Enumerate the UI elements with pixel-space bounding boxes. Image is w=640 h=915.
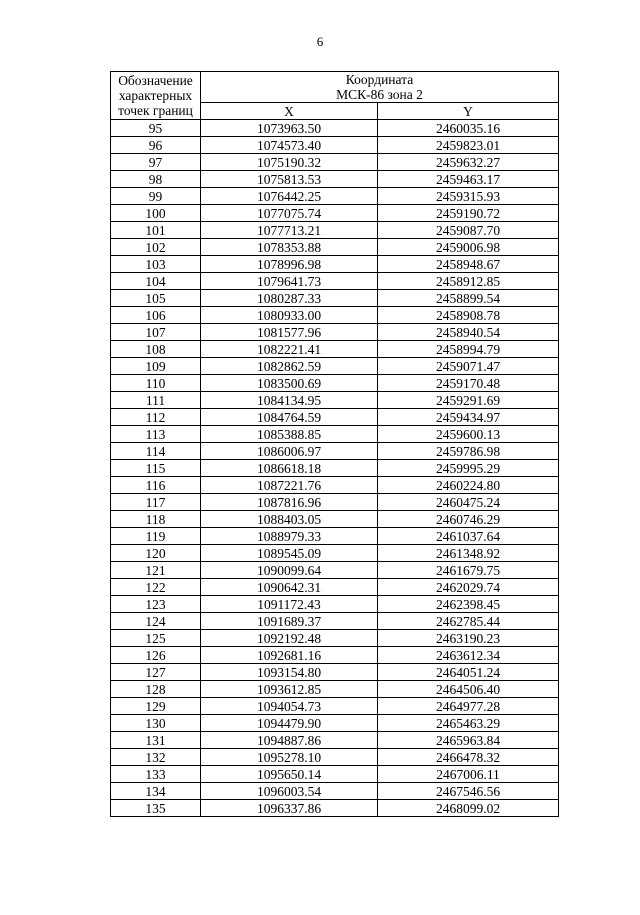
y-coordinate-cell: 2458912.85	[378, 273, 559, 290]
table-row	[111, 120, 559, 137]
point-number-cell: 122	[111, 579, 201, 596]
y-coordinate-cell: 2458994.79	[378, 341, 559, 358]
x-coordinate-cell: 1092192.48	[201, 630, 378, 647]
x-coordinate-cell: 1086618.18	[201, 460, 378, 477]
table-body	[111, 120, 559, 817]
header-label-line: Обозначение	[118, 73, 193, 88]
y-coordinate-cell: 2460746.29	[378, 511, 559, 528]
point-number-cell: 109	[111, 358, 201, 375]
y-coordinate-cell: 2464506.40	[378, 681, 559, 698]
x-coordinate-cell: 1086006.97	[201, 443, 378, 460]
y-coordinate-cell: 2459463.17	[378, 171, 559, 188]
point-number-cell: 108	[111, 341, 201, 358]
table-row	[111, 562, 559, 579]
x-coordinate-cell: 1087221.76	[201, 477, 378, 494]
y-coordinate-cell: 2461037.64	[378, 528, 559, 545]
y-coordinate-cell: 2466478.32	[378, 749, 559, 766]
table-row	[111, 256, 559, 273]
table-row	[111, 375, 559, 392]
y-coordinate-cell: 2459632.27	[378, 154, 559, 171]
x-coordinate-cell: 1081577.96	[201, 324, 378, 341]
y-coordinate-cell: 2458899.54	[378, 290, 559, 307]
table-row	[111, 494, 559, 511]
x-coordinate-cell: 1092681.16	[201, 647, 378, 664]
table-row	[111, 613, 559, 630]
table-row	[111, 681, 559, 698]
page-number: 6	[316, 34, 324, 49]
x-coordinate-cell: 1094887.86	[201, 732, 378, 749]
y-coordinate-cell: 2461679.75	[378, 562, 559, 579]
point-number-cell: 118	[111, 511, 201, 528]
x-coordinate-cell: 1093154.80	[201, 664, 378, 681]
y-coordinate-cell: 2459315.93	[378, 188, 559, 205]
point-number-cell: 124	[111, 613, 201, 630]
x-coordinate-cell: 1094479.90	[201, 715, 378, 732]
x-coordinate-cell: 1094054.73	[201, 698, 378, 715]
table-row	[111, 341, 559, 358]
x-coordinate-cell: 1080287.33	[201, 290, 378, 307]
x-coordinate-cell: 1082221.41	[201, 341, 378, 358]
x-coordinate-cell: 1090642.31	[201, 579, 378, 596]
y-coordinate-cell: 2460035.16	[378, 120, 559, 137]
x-coordinate-cell: 1077713.21	[201, 222, 378, 239]
point-number-cell: 128	[111, 681, 201, 698]
y-coordinate-cell: 2458908.78	[378, 307, 559, 324]
point-number-cell: 110	[111, 375, 201, 392]
x-coordinate-cell: 1091172.43	[201, 596, 378, 613]
point-number-cell: 114	[111, 443, 201, 460]
point-number-cell: 117	[111, 494, 201, 511]
x-coordinate-cell: 1095278.10	[201, 749, 378, 766]
table-header-row	[111, 72, 559, 103]
point-number-cell: 130	[111, 715, 201, 732]
table-row	[111, 205, 559, 222]
y-coordinate-cell: 2458948.67	[378, 256, 559, 273]
coordinate-system-header	[201, 72, 559, 103]
point-number-cell: 132	[111, 749, 201, 766]
y-coordinate-cell: 2459087.70	[378, 222, 559, 239]
table-row	[111, 239, 559, 256]
point-number-cell: 126	[111, 647, 201, 664]
y-coordinate-cell: 2464051.24	[378, 664, 559, 681]
point-number-cell: 95	[111, 120, 201, 137]
table-row	[111, 307, 559, 324]
y-coordinate-cell: 2468099.02	[378, 800, 559, 817]
table-row	[111, 732, 559, 749]
y-coordinate-cell: 2459995.29	[378, 460, 559, 477]
point-number-cell: 135	[111, 800, 201, 817]
x-coordinate-cell: 1080933.00	[201, 307, 378, 324]
point-number-cell: 105	[111, 290, 201, 307]
table-row	[111, 290, 559, 307]
y-coordinate-cell: 2459190.72	[378, 205, 559, 222]
point-number-cell: 127	[111, 664, 201, 681]
point-number-cell: 121	[111, 562, 201, 579]
x-coordinate-cell: 1084134.95	[201, 392, 378, 409]
table-row	[111, 171, 559, 188]
table-row	[111, 783, 559, 800]
table-row	[111, 766, 559, 783]
x-coordinate-cell: 1088403.05	[201, 511, 378, 528]
point-number-cell: 98	[111, 171, 201, 188]
y-coordinate-cell: 2459170.48	[378, 375, 559, 392]
x-column-header: X	[201, 103, 378, 120]
x-coordinate-cell: 1082862.59	[201, 358, 378, 375]
x-coordinate-cell: 1095650.14	[201, 766, 378, 783]
table-row	[111, 409, 559, 426]
table-row	[111, 137, 559, 154]
table-row	[111, 630, 559, 647]
table-row	[111, 545, 559, 562]
y-coordinate-cell: 2467006.11	[378, 766, 559, 783]
x-coordinate-cell: 1096337.86	[201, 800, 378, 817]
x-coordinate-cell: 1079641.73	[201, 273, 378, 290]
point-number-cell: 113	[111, 426, 201, 443]
table-row	[111, 664, 559, 681]
x-coordinate-cell: 1084764.59	[201, 409, 378, 426]
y-column-header: Y	[378, 103, 559, 120]
y-coordinate-cell: 2465463.29	[378, 715, 559, 732]
y-coordinate-cell: 2460224.80	[378, 477, 559, 494]
table-row	[111, 358, 559, 375]
point-number-cell: 129	[111, 698, 201, 715]
y-coordinate-cell: 2459600.13	[378, 426, 559, 443]
table-row	[111, 273, 559, 290]
x-coordinate-cell: 1073963.50	[201, 120, 378, 137]
table-row	[111, 477, 559, 494]
point-number-cell: 99	[111, 188, 201, 205]
x-coordinate-cell: 1078353.88	[201, 239, 378, 256]
x-coordinate-cell: 1093612.85	[201, 681, 378, 698]
y-coordinate-cell: 2465963.84	[378, 732, 559, 749]
point-number-cell: 112	[111, 409, 201, 426]
table-row	[111, 698, 559, 715]
table-row	[111, 579, 559, 596]
x-coordinate-cell: 1096003.54	[201, 783, 378, 800]
x-coordinate-cell: 1087816.96	[201, 494, 378, 511]
point-number-cell: 97	[111, 154, 201, 171]
table-row	[111, 324, 559, 341]
table-row	[111, 460, 559, 477]
point-number-cell: 125	[111, 630, 201, 647]
table-row	[111, 443, 559, 460]
table-row	[111, 392, 559, 409]
y-coordinate-cell: 2462029.74	[378, 579, 559, 596]
point-number-cell: 106	[111, 307, 201, 324]
x-coordinate-cell: 1083500.69	[201, 375, 378, 392]
header-coord-line: Координата	[345, 72, 414, 87]
x-coordinate-cell: 1090099.64	[201, 562, 378, 579]
y-coordinate-cell: 2463612.34	[378, 647, 559, 664]
x-coordinate-cell: 1075813.53	[201, 171, 378, 188]
table-row	[111, 715, 559, 732]
point-number-cell: 104	[111, 273, 201, 290]
table-row	[111, 154, 559, 171]
y-coordinate-cell: 2459291.69	[378, 392, 559, 409]
point-number-cell: 101	[111, 222, 201, 239]
table-row	[111, 800, 559, 817]
y-coordinate-cell: 2459434.97	[378, 409, 559, 426]
x-coordinate-cell: 1091689.37	[201, 613, 378, 630]
y-coordinate-cell: 2459006.98	[378, 239, 559, 256]
table-row	[111, 426, 559, 443]
header-label-line: характерных	[118, 88, 193, 103]
y-coordinate-cell: 2463190.23	[378, 630, 559, 647]
y-coordinate-cell: 2459071.47	[378, 358, 559, 375]
point-number-cell: 133	[111, 766, 201, 783]
y-coordinate-cell: 2461348.92	[378, 545, 559, 562]
x-coordinate-cell: 1076442.25	[201, 188, 378, 205]
point-number-cell: 103	[111, 256, 201, 273]
header-label-line: точек границ	[118, 103, 193, 118]
point-number-cell: 119	[111, 528, 201, 545]
y-coordinate-cell: 2460475.24	[378, 494, 559, 511]
point-number-cell: 116	[111, 477, 201, 494]
point-number-cell: 123	[111, 596, 201, 613]
table-row	[111, 222, 559, 239]
point-number-cell: 96	[111, 137, 201, 154]
point-number-cell: 115	[111, 460, 201, 477]
point-number-cell: 111	[111, 392, 201, 409]
y-coordinate-cell: 2459823.01	[378, 137, 559, 154]
coordinates-table	[110, 71, 559, 817]
x-coordinate-cell: 1088979.33	[201, 528, 378, 545]
y-coordinate-cell: 2462398.45	[378, 596, 559, 613]
x-coordinate-cell: 1085388.85	[201, 426, 378, 443]
point-number-cell: 120	[111, 545, 201, 562]
table-row	[111, 749, 559, 766]
y-coordinate-cell: 2467546.56	[378, 783, 559, 800]
point-designation-header	[111, 72, 201, 120]
y-coordinate-cell: 2459786.98	[378, 443, 559, 460]
y-coordinate-cell: 2462785.44	[378, 613, 559, 630]
x-coordinate-cell: 1077075.74	[201, 205, 378, 222]
table-row	[111, 511, 559, 528]
point-number-cell: 107	[111, 324, 201, 341]
x-coordinate-cell: 1074573.40	[201, 137, 378, 154]
point-number-cell: 131	[111, 732, 201, 749]
table-row	[111, 596, 559, 613]
point-number-cell: 102	[111, 239, 201, 256]
point-number-cell: 134	[111, 783, 201, 800]
x-coordinate-cell: 1089545.09	[201, 545, 378, 562]
x-coordinate-cell: 1078996.98	[201, 256, 378, 273]
point-number-cell: 100	[111, 205, 201, 222]
y-coordinate-cell: 2458940.54	[378, 324, 559, 341]
header-coord-line: МСК-86 зона 2	[336, 87, 423, 102]
x-coordinate-cell: 1075190.32	[201, 154, 378, 171]
table-row	[111, 188, 559, 205]
y-coordinate-cell: 2464977.28	[378, 698, 559, 715]
table-row	[111, 528, 559, 545]
table-row	[111, 647, 559, 664]
